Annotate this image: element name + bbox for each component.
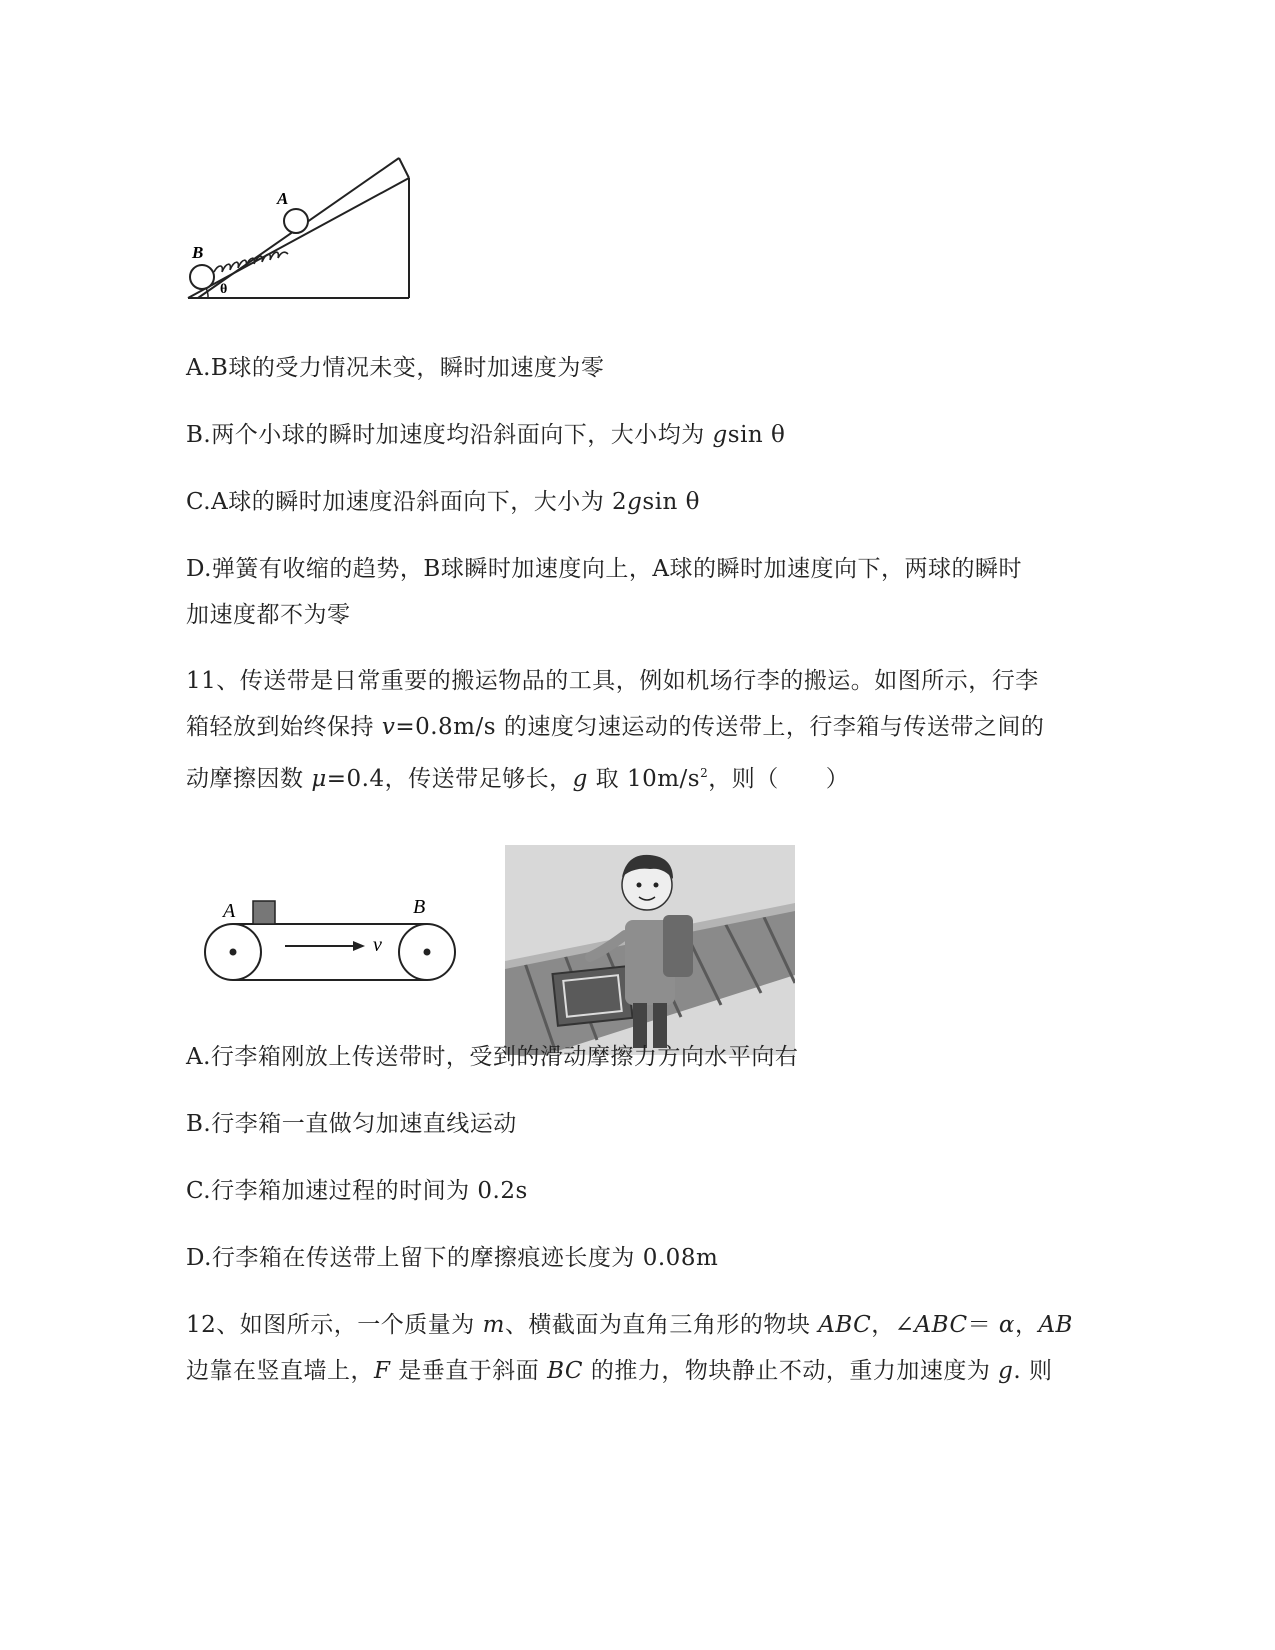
label-theta: θ <box>220 282 228 297</box>
q11-option-d: D.行李箱在传送带上留下的摩擦痕迹长度为 0.08m <box>186 1245 719 1271</box>
q11-line-2 <box>186 712 1044 742</box>
q12-g-symbol: g <box>998 1358 1014 1384</box>
label-a: A <box>277 189 289 208</box>
q10-option-b <box>186 420 785 450</box>
baggage-photo <box>505 845 795 1055</box>
belt-label-a: A <box>223 900 236 922</box>
q11-line-3-d: ，则（ ） <box>708 766 850 792</box>
q11-line-3-b: =0.4，传送带足够长， <box>326 766 573 792</box>
q12-abc-symbol: ABC <box>818 1312 872 1338</box>
q11-line-1: 11、传送带是日常重要的搬运物品的工具，例如机场行李的搬运。如图所示，行李 <box>186 668 1039 694</box>
belt-label-b: B <box>413 896 426 918</box>
q10-option-b-tail: sin θ <box>727 422 786 448</box>
q12-line-2-b: 是垂直于斜面 <box>390 1358 548 1384</box>
q11-line-3 <box>186 758 849 794</box>
q10-option-d-cont: 加速度都不为零 <box>186 602 351 628</box>
q12-bc-symbol: BC <box>547 1358 584 1384</box>
q11-option-a: A.行李箱刚放上传送带时，受到的滑动摩擦力方向水平向右 <box>186 1044 799 1070</box>
right-pulley-axle <box>424 949 431 956</box>
q11-superscript: 2 <box>700 766 709 780</box>
ball-b <box>190 265 214 289</box>
q11-line-3-c: 取 10m/s <box>587 766 701 792</box>
q12-f-symbol: F <box>374 1358 391 1384</box>
q10-option-c-g: g <box>627 489 643 515</box>
incline-figure <box>180 150 430 310</box>
q11-mu-symbol: μ <box>311 766 327 792</box>
q12-line-2-a: 边靠在竖直墙上， <box>186 1358 374 1384</box>
q10-option-b-g: g <box>712 422 728 448</box>
q12-line-1-e: ， <box>1014 1312 1039 1338</box>
q10-option-c-tail: sin θ <box>642 489 701 515</box>
q12-line-2-c: 的推力，物块静止不动，重力加速度为 <box>583 1358 999 1384</box>
q12-ab-symbol: AB <box>1038 1312 1073 1338</box>
q12-m-symbol: m <box>482 1312 505 1338</box>
ball-a <box>284 209 308 233</box>
q10-option-c <box>186 487 700 517</box>
q10-option-c-coef: 2 <box>612 489 628 515</box>
q10-option-d: D.弹簧有收缩的趋势，B球瞬时加速度向上，A球的瞬时加速度向下，两球的瞬时 <box>186 556 1022 582</box>
baggage-photo-drawing <box>505 845 795 1055</box>
label-b: B <box>192 243 204 262</box>
q12-line-2 <box>186 1356 1053 1386</box>
q11-option-b: B.行李箱一直做匀加速直线运动 <box>186 1111 517 1137</box>
q12-line-1-c: ，∠ <box>871 1312 915 1338</box>
q12-line-2-d: . 则 <box>1013 1358 1053 1384</box>
q12-alpha-symbol: α <box>998 1312 1015 1338</box>
q12-line-1-a: 12、如图所示，一个质量为 <box>186 1312 483 1338</box>
q11-line-2-b: =0.8m/s 的速度匀速运动的传送带上，行李箱与传送带之间的 <box>395 714 1045 740</box>
q12-line-1 <box>186 1310 1073 1340</box>
q10-option-a: A.B球的受力情况未变，瞬时加速度为零 <box>186 355 605 381</box>
backpack <box>663 915 693 977</box>
q11-g-symbol: g <box>572 766 588 792</box>
q11-line-3-a: 动摩擦因数 <box>186 766 312 792</box>
q11-velocity-symbol: v <box>381 714 396 740</box>
q11-line-2-a: 箱轻放到始终保持 <box>186 714 382 740</box>
velocity-arrow-head <box>353 941 365 951</box>
luggage-block <box>253 901 275 924</box>
left-pulley-axle <box>230 949 237 956</box>
q10-option-c-text: C.A球的瞬时加速度沿斜面向下，大小为 <box>186 489 605 515</box>
belt-label-v: v <box>373 934 382 956</box>
q12-angle-abc: ABC <box>914 1312 968 1338</box>
conveyor-figure <box>195 895 465 1000</box>
q10-option-b-text: B.两个小球的瞬时加速度均沿斜面向下，大小均为 <box>186 422 705 448</box>
q11-option-c: C.行李箱加速过程的时间为 0.2s <box>186 1178 528 1204</box>
q12-line-1-d: ＝ <box>967 1312 999 1338</box>
q12-line-1-b: 、横截面为直角三角形的物块 <box>504 1312 819 1338</box>
